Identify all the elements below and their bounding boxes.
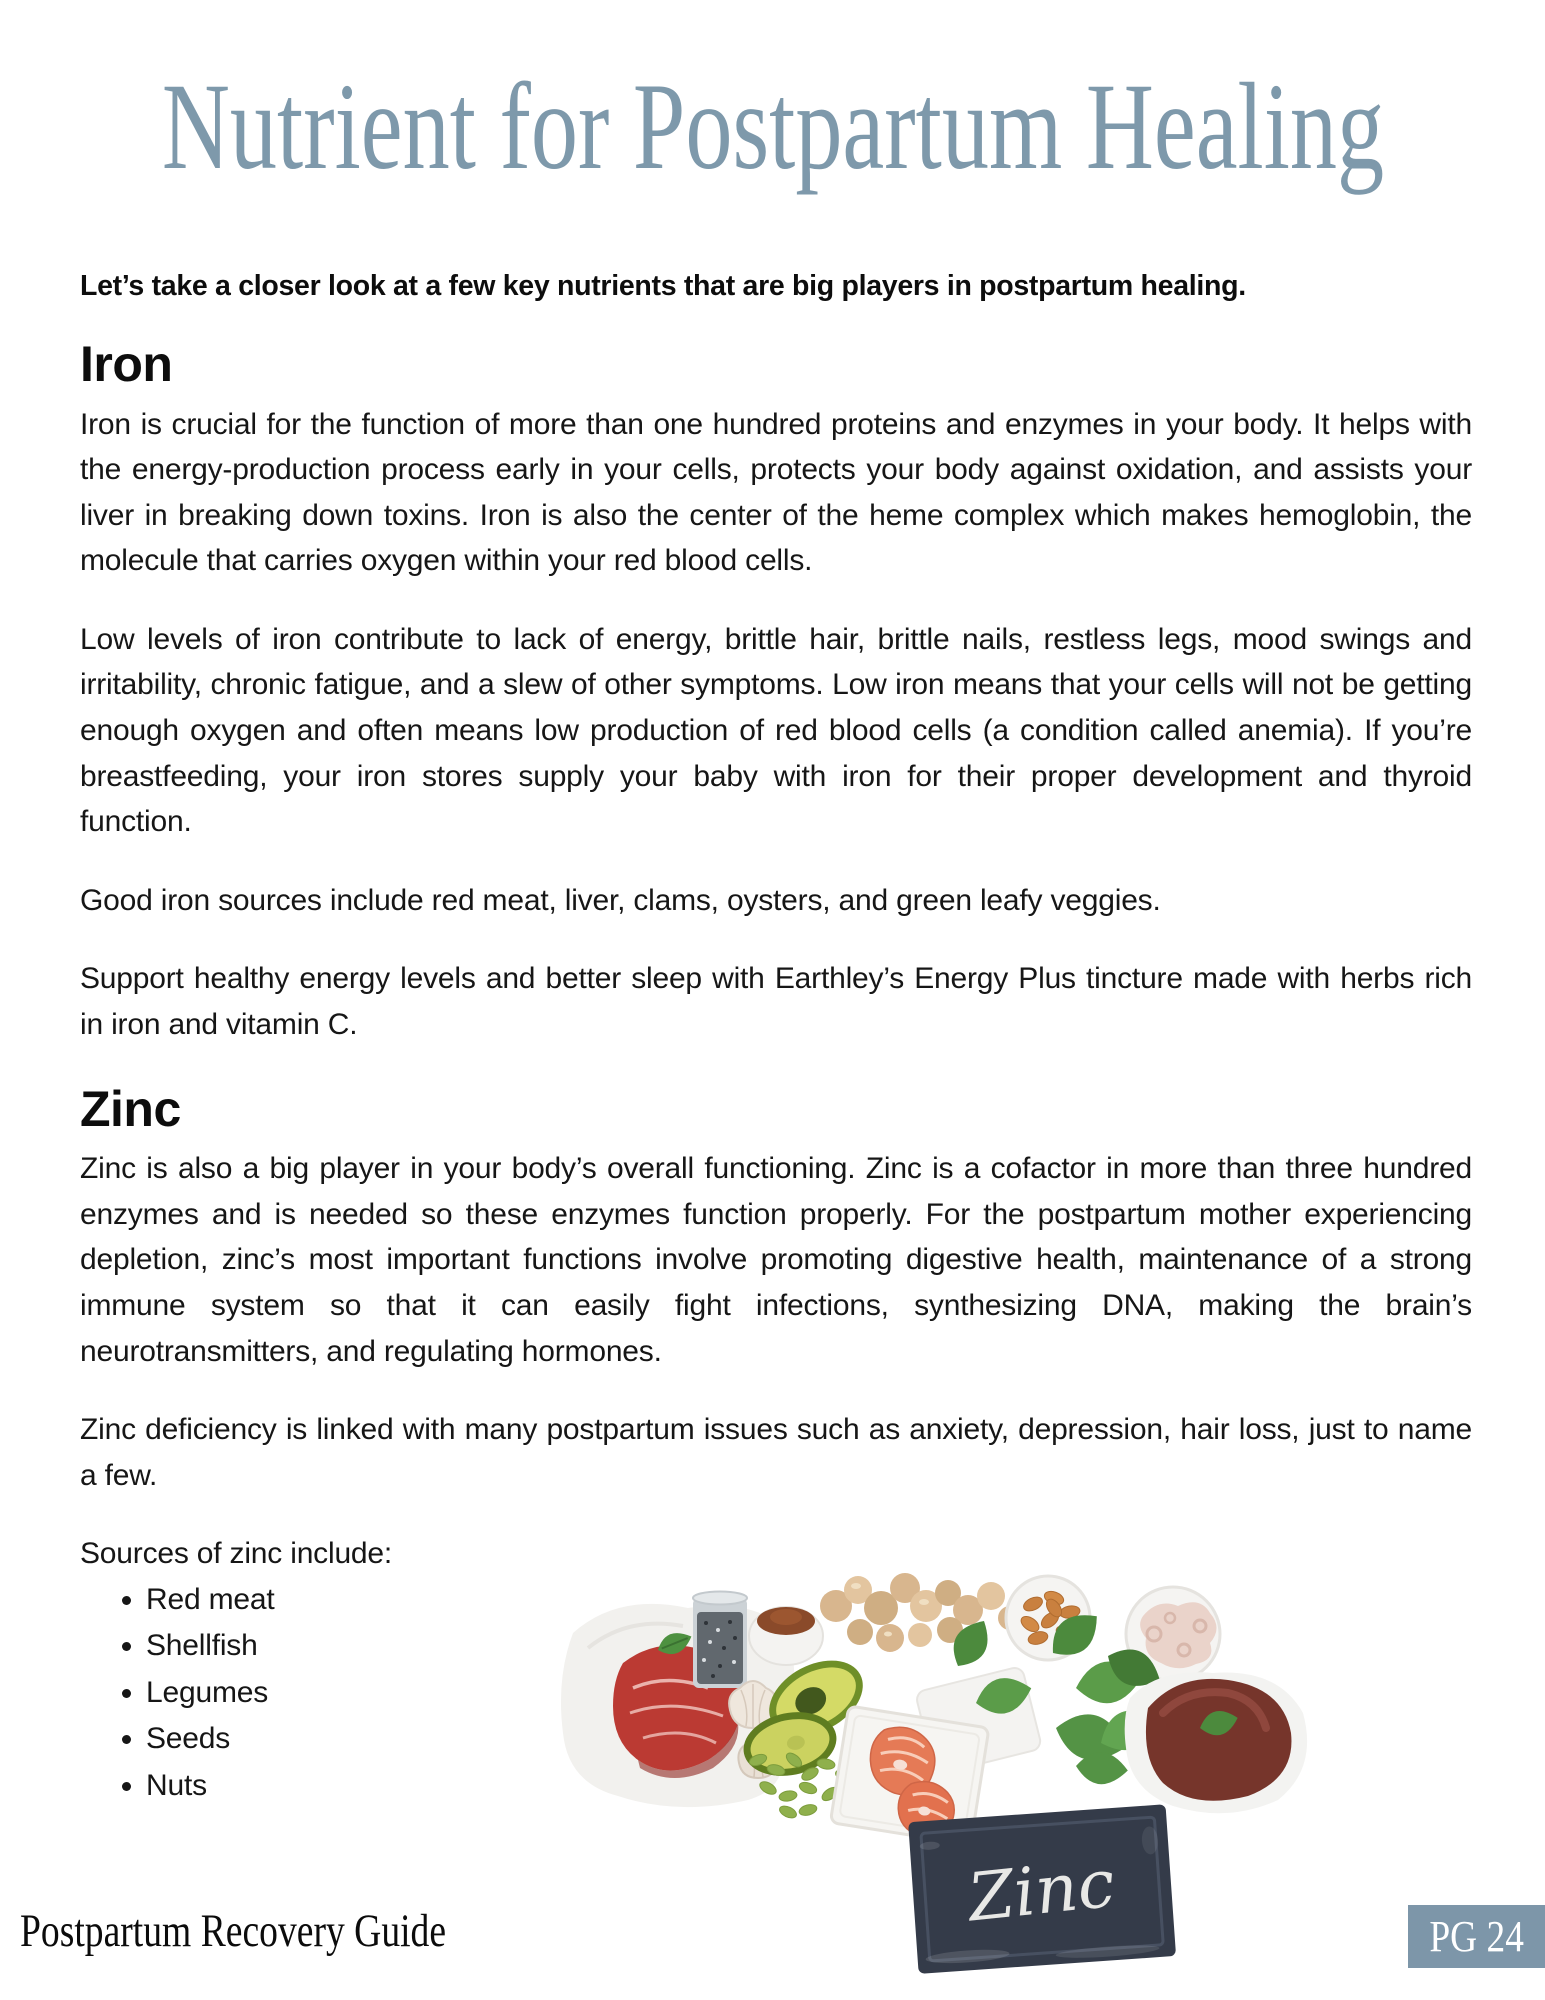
list-item-shellfish: • Shellfish [146, 1627, 1472, 1665]
iron-paragraph-4: Support healthy energy levels and better sleep with Earthley’s Energy Plus tincture made with herbs rich in iron and vitamin C. [80, 962, 1472, 1042]
chia-seeds-glass [693, 1592, 747, 1689]
list-item-seeds: • Seeds [146, 1720, 1472, 1758]
iron-paragraph-2: Low levels of iron contribute to lack of energy, brittle hair, brittle nails, restless legs, mood swings and irritability, chronic fatigue, and a slew of other symptoms. Low iron means that your cells will not be getting enough oxygen and often means low production of red blood cells (a condition called anemia). If you’re breastfeeding, your iron stores supply your baby with iron for their proper development and thyroid function. [80, 622, 1472, 839]
page-title-text: Nutrient for Postpartum Healing [161, 58, 1384, 195]
zinc-foods-photo [458, 1538, 1544, 1993]
zinc-sources-intro: Sources of zinc include: [80, 1537, 393, 1571]
page-title [0, 56, 1545, 199]
liver-illustration [1125, 1672, 1307, 1813]
zinc-chalkboard [908, 1804, 1176, 1974]
list-item-legumes: • Legumes [146, 1674, 1472, 1712]
section-heading-iron: Iron [80, 336, 173, 392]
iron-paragraph-1: Iron is crucial for the function of more than one hundred proteins and enzymes in your body. It helps with the energy-production process early in your cells, protects your body against oxidation, and assists your liver in breaking down toxins. Iron is also the center of the heme complex which makes hemoglobin, the molecule that carries oxygen within your red blood cells. [80, 407, 1472, 578]
list-item-nuts: • Nuts [146, 1767, 1472, 1805]
section-heading-zinc: Zinc [80, 1080, 181, 1137]
chalkboard-label: Zinc [964, 1844, 1119, 1937]
page-number-badge [1408, 1905, 1545, 1968]
footer [20, 1906, 553, 1958]
footer-title: Postpartum Recovery Guide [20, 1905, 447, 1957]
cocoa-powder-bowl [749, 1607, 823, 1665]
list-item-red-meat: • Red meat [146, 1581, 1472, 1619]
zinc-paragraph-2: Zinc deficiency is linked with many postpartum issues such as anxiety, depression, hair loss, just to name a few. [80, 1413, 1472, 1492]
page-number-text: PG 24 [1429, 1912, 1524, 1961]
iron-paragraph-3: Good iron sources include red meat, liver, clams, oysters, and green leafy veggies. [80, 883, 1161, 917]
mushrooms-illustration [820, 1573, 1022, 1652]
zinc-paragraph-1: Zinc is also a big player in your body’s overall functioning. Zinc is a cofactor in more than three hundred enzymes and is needed so these enzymes function properly. For the postpartum mother experiencing depletion, zinc’s most important functions involve promoting digestive health, maintenance of a strong immune system so that it can easily fight infections, synthesizing DNA, making the brain’s neurotransmitters, and regulating hormones. [80, 1152, 1472, 1368]
intro-text: Let’s take a closer look at a few key nutrients that are big players in postpartum healing. [80, 270, 1246, 302]
